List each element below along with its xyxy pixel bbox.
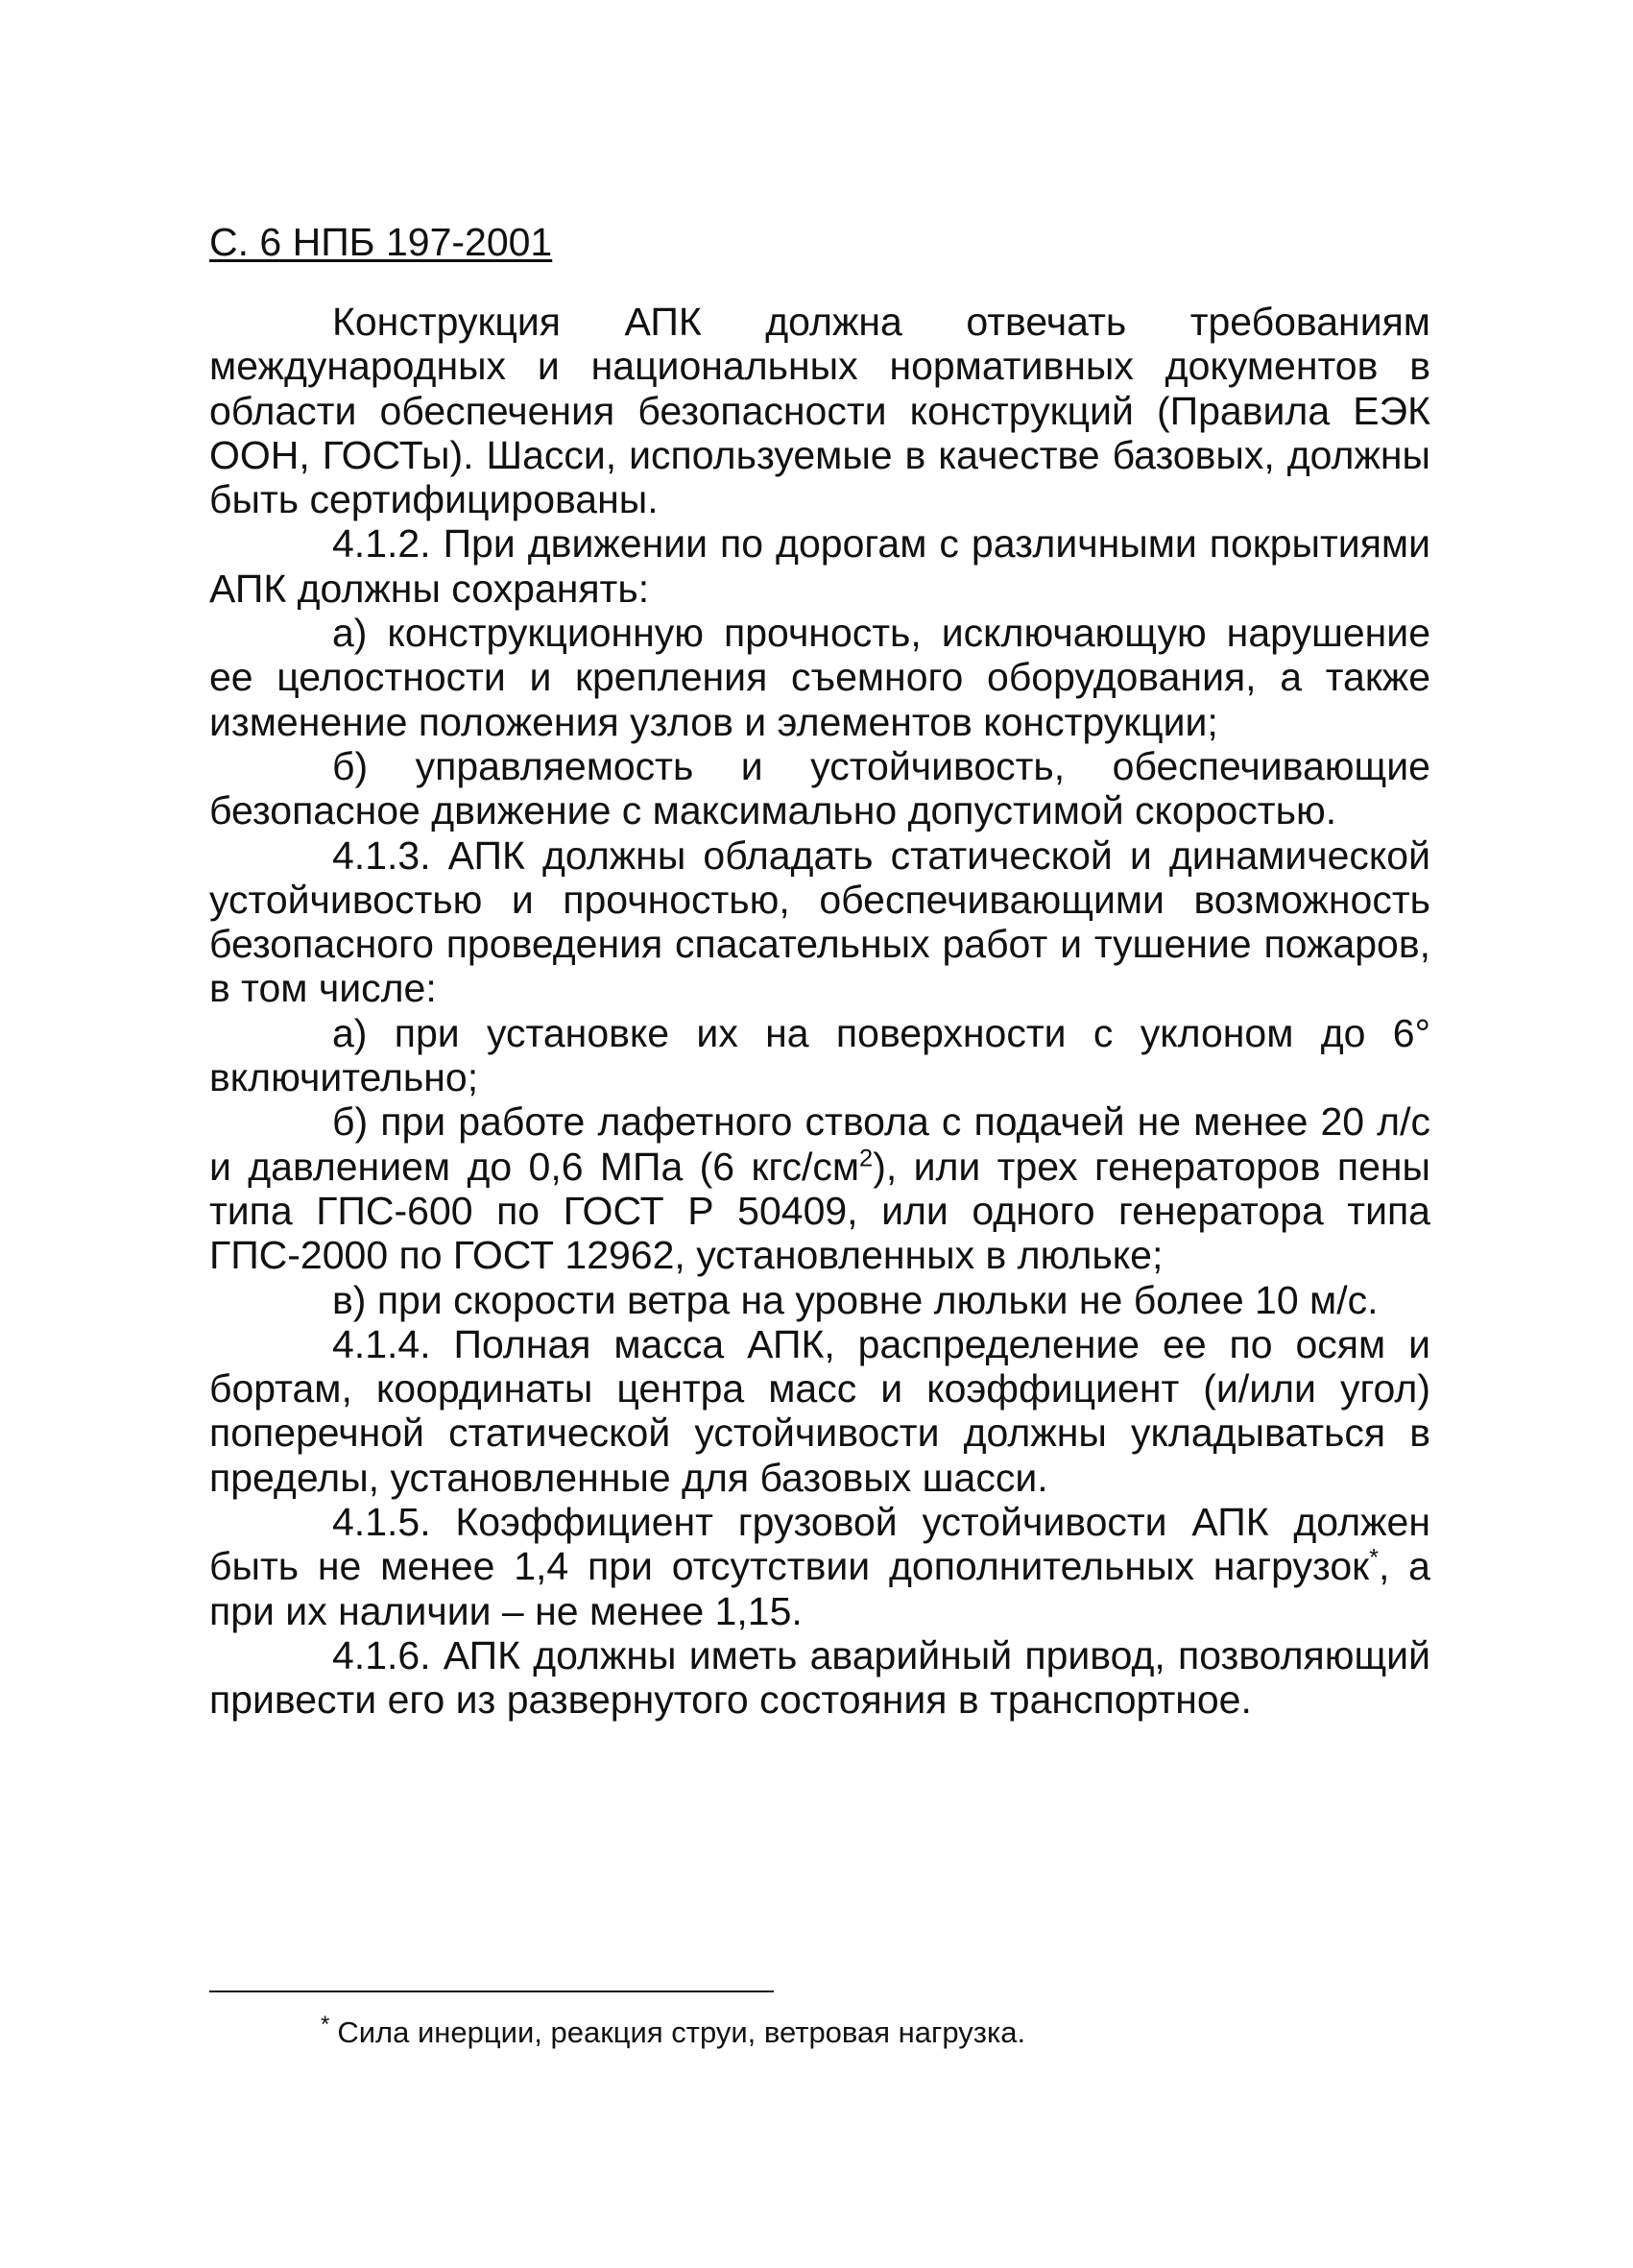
page-header: С. 6 НПБ 197-2001	[209, 220, 553, 264]
paragraph-4-1-4: 4.1.4. Полная масса АПК, распределение ее по осям и бортам, координаты центра масс и коэффициент (и/или угол) поперечной статической устойчивости должны укладываться в пределы, установленные для базовых шасси.	[209, 1321, 1430, 1500]
text-segment: 4.1.5. Коэффициент грузовой устойчивости АПК должен быть не менее 1,4 при отсутствии дополнительных нагрузок	[209, 1500, 1430, 1589]
paragraph-4-1-5	[209, 1500, 1430, 1633]
list-item-c-wind-speed: в) при скорости ветра на уровне люльки не более 10 м/с.	[332, 1277, 1379, 1322]
text-segment: ), или трех генераторов пены типа ГПС-600 по ГОСТ Р 50409, или одного генератора типа ГПС-2000 по ГОСТ 12962, установленных в люльке;	[209, 1144, 1430, 1278]
footnote-divider	[209, 1991, 774, 1992]
footnote-text: Сила инерции, реакция струи, ветровая нагрузка.	[337, 2015, 1026, 2049]
footnote-mark: *	[321, 2011, 330, 2038]
paragraph-4-1-6: 4.1.6. АПК должны иметь аварийный привод, позволяющий привести его из развернутого состояния в транспортное.	[209, 1632, 1430, 1723]
footnote	[321, 2011, 1026, 2051]
superscript: 2	[859, 1144, 874, 1171]
list-item-a-structural-strength: а) конструкционную прочность, исключающую нарушение ее целостности и крепления съемного оборудования, а также изменение положения узлов и элементов конструкции;	[209, 611, 1430, 744]
document-body	[209, 300, 1430, 1723]
text-segment: б) при работе лафетного ствола с подачей не менее 20 л/с и давлением до 0,6 МПа (6 кгс/см	[209, 1099, 1430, 1189]
footnote-reference: *	[1369, 1544, 1379, 1572]
paragraph-4-1-2: 4.1.2. При движении по дорогам с различными покрытиями АПК должны сохранять:	[209, 521, 1430, 611]
paragraph-4-1-3: 4.1.3. АПК должны обладать статической и динамической устойчивостью и прочностью, обеспечивающими возможность безопасного проведения спасательных работ и тушение пожаров, в том числе:	[209, 832, 1430, 1011]
paragraph-construction-requirements: Конструкция АПК должна отвечать требованиям международных и национальных нормативных документов в области обеспечения безопасности конструкций (Правила ЕЭК ООН, ГОСТы). Шасси, используемые в качестве базовых, должны быть сертифицированы.	[209, 300, 1430, 522]
list-item-b-controllability: б) управляемость и устойчивость, обеспечивающие безопасное движение с максимально допустимой скоростью.	[209, 743, 1430, 833]
list-item-b-monitor-nozzle	[209, 1099, 1430, 1277]
list-item-a-slope: а) при установке их на поверхности с уклоном до 6° включительно;	[209, 1010, 1430, 1100]
text-segment: , а при их наличии – не менее 1,15.	[209, 1544, 1430, 1633]
